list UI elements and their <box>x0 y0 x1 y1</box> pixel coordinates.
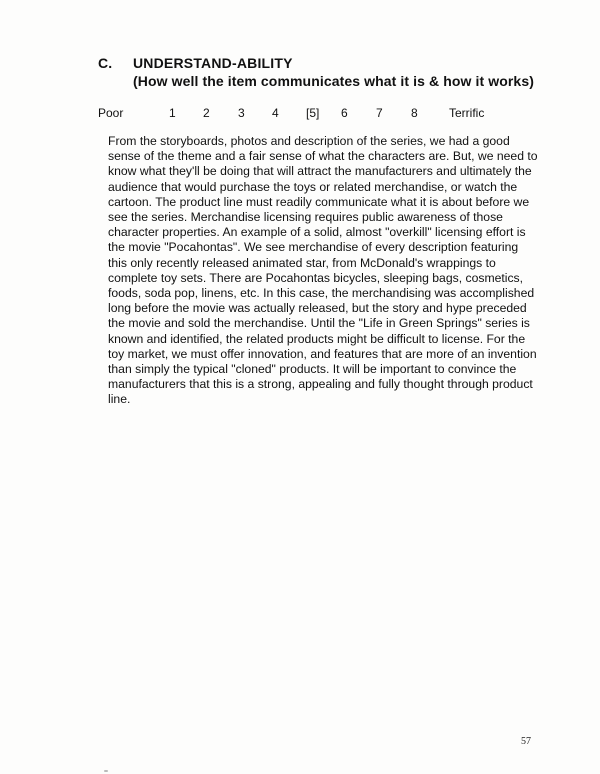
body-paragraph <box>108 134 558 408</box>
body-line: cartoon. The product line must readily communicate what it is about before we <box>108 194 530 209</box>
body-line: the movie and sold the merchandise. Until the "Life in Green Springs" series is <box>108 316 530 331</box>
scale-high-label: Terrific <box>449 106 485 120</box>
scale-point-3: 3 <box>238 106 245 120</box>
scale-point-4: 4 <box>272 106 279 120</box>
page-number: 57 <box>521 736 531 747</box>
body-line: than simply the typical "cloned" products. It will be important to convince the <box>108 362 517 377</box>
scale-point-2: 2 <box>203 106 210 120</box>
body-line: From the storyboards, photos and description of the series, we had a good <box>108 134 510 148</box>
body-line: line. <box>108 392 131 407</box>
body-line: know what they'll be doing that will attract the manufacturers and ultimately the <box>108 164 532 179</box>
scale-point-8: 8 <box>411 106 418 120</box>
body-line: sense of the theme and a fair sense of what the characters are. But, we need to <box>108 149 538 164</box>
body-line: audience that would purchase the toys or related merchandise, or watch the <box>108 179 518 194</box>
rating-scale <box>0 106 600 122</box>
section-title: UNDERSTAND-ABILITY <box>133 55 293 71</box>
body-line: the movie "Pocahontas". We see merchandise of every description featuring <box>108 240 519 255</box>
scan-speck <box>104 770 108 772</box>
body-line: this only recently released animated star, from McDonald's wrappings to <box>108 255 496 270</box>
body-line: toy market, we must offer innovation, and features that are more of an invention <box>108 346 537 361</box>
body-line: manufacturers that this is a strong, appealing and fully thought through product <box>108 377 533 392</box>
scale-point-1: 1 <box>169 106 176 120</box>
scale-point-7: 7 <box>376 106 383 120</box>
scale-point-5-selected: [5] <box>306 106 320 120</box>
body-line: see the series. Merchandise licensing requires public awareness of those <box>108 210 503 225</box>
body-line: known and identified, the related products might be difficult to license. For the <box>108 331 526 346</box>
scale-point-6: 6 <box>341 106 348 120</box>
scale-low-label: Poor <box>98 106 124 120</box>
body-line: complete toy sets. There are Pocahontas bicycles, sleeping bags, cosmetics, <box>108 270 524 285</box>
body-line: long before the movie was actually released, but the story and hype preceded <box>108 301 527 316</box>
section-letter: C. <box>98 55 113 71</box>
body-line: foods, soda pop, linens, etc. In this case, the merchandising was accomplished <box>108 286 535 301</box>
body-line: character properties. An example of a solid, almost "overkill" licensing effort is <box>108 225 526 240</box>
section-subtitle: (How well the item communicates what it is & how it works) <box>133 73 534 89</box>
